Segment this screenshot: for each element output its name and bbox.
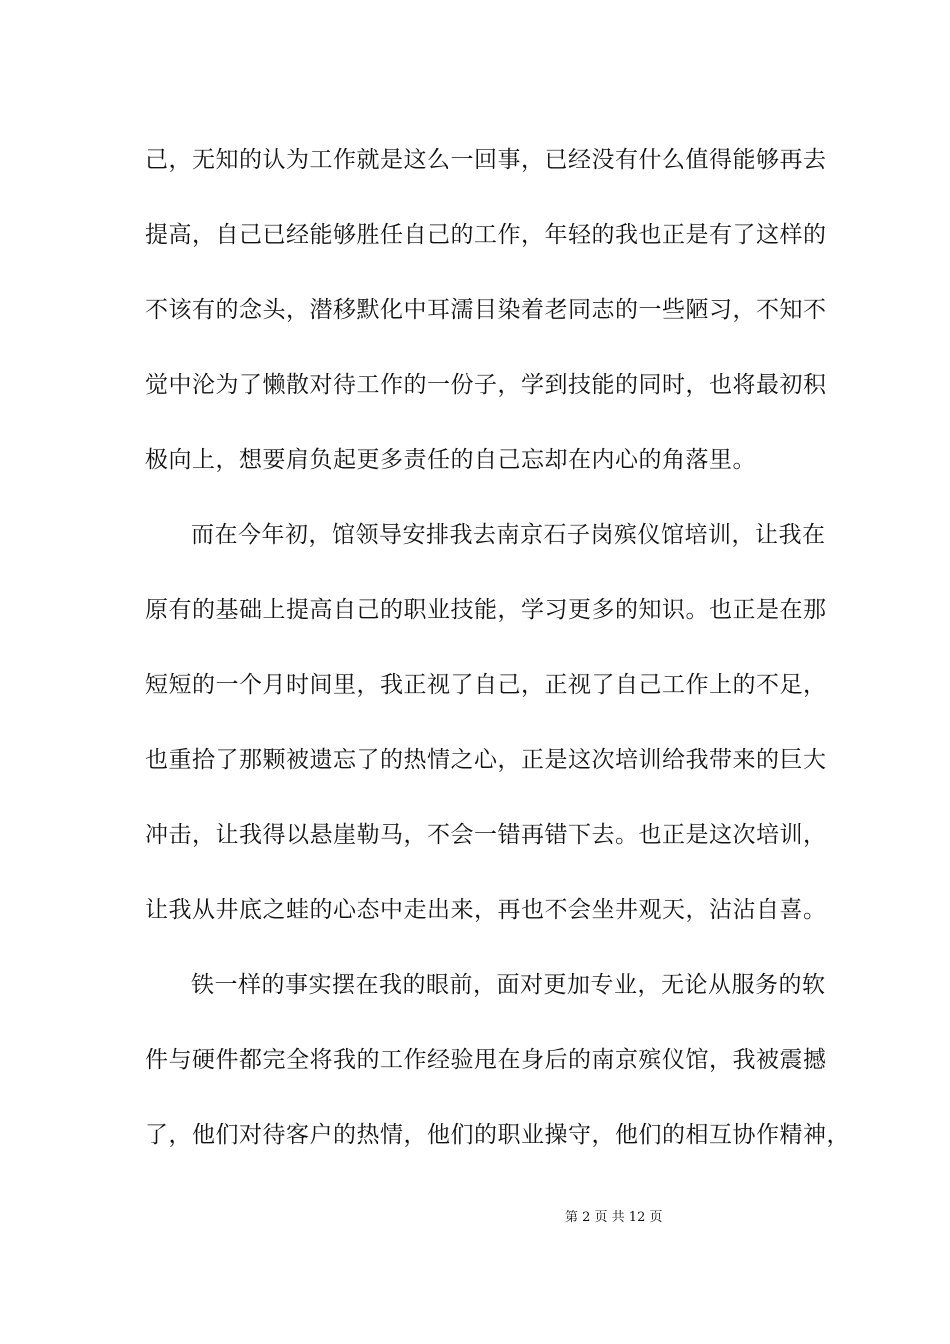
page-number: 第 2 页 共 12 页 bbox=[565, 1210, 663, 1225]
text-line: 觉中沦为了懒散对待工作的一份子，学到技能的同时，也将最初积 bbox=[145, 372, 827, 398]
body-text bbox=[145, 132, 850, 1182]
text-line: 件与硬件都完全将我的工作经验甩在身后的南京殡仪馆，我被震撼 bbox=[145, 1047, 827, 1073]
text-line: 不该有的念头，潜移默化中耳濡目染着老同志的一些陋习，不知不 bbox=[145, 297, 827, 323]
text-line: 己，无知的认为工作就是这么一回事，已经没有什么值得能够再去 bbox=[145, 147, 827, 173]
paragraph-start-line: 铁一样的事实摆在我的眼前，面对更加专业，无论从服务的软 bbox=[191, 972, 826, 998]
text-line: 也重拾了那颗被遗忘了的热情之心，正是这次培训给我带来的巨大 bbox=[145, 747, 827, 773]
text-line: 原有的基础上提高自己的职业技能，学习更多的知识。也正是在那 bbox=[145, 597, 827, 623]
paragraph-start-line: 而在今年初，馆领导安排我去南京石子岗殡仪馆培训，让我在 bbox=[191, 522, 826, 548]
text-line: 让我从井底之蛙的心态中走出来，再也不会坐井观天，沾沾自喜。 bbox=[145, 897, 827, 923]
text-line: 冲击，让我得以悬崖勒马，不会一错再错下去。也正是这次培训， bbox=[145, 822, 827, 848]
text-line: 短短的一个月时间里，我正视了自己，正视了自己工作上的不足， bbox=[145, 672, 827, 698]
text-line: 极向上，想要肩负起更多责任的自己忘却在内心的角落里。 bbox=[145, 447, 756, 473]
text-line: 提高，自己已经能够胜任自己的工作，年轻的我也正是有了这样的 bbox=[145, 222, 827, 248]
text-line: 了，他们对待客户的热情，他们的职业操守，他们的相互协作精神， bbox=[145, 1122, 850, 1148]
